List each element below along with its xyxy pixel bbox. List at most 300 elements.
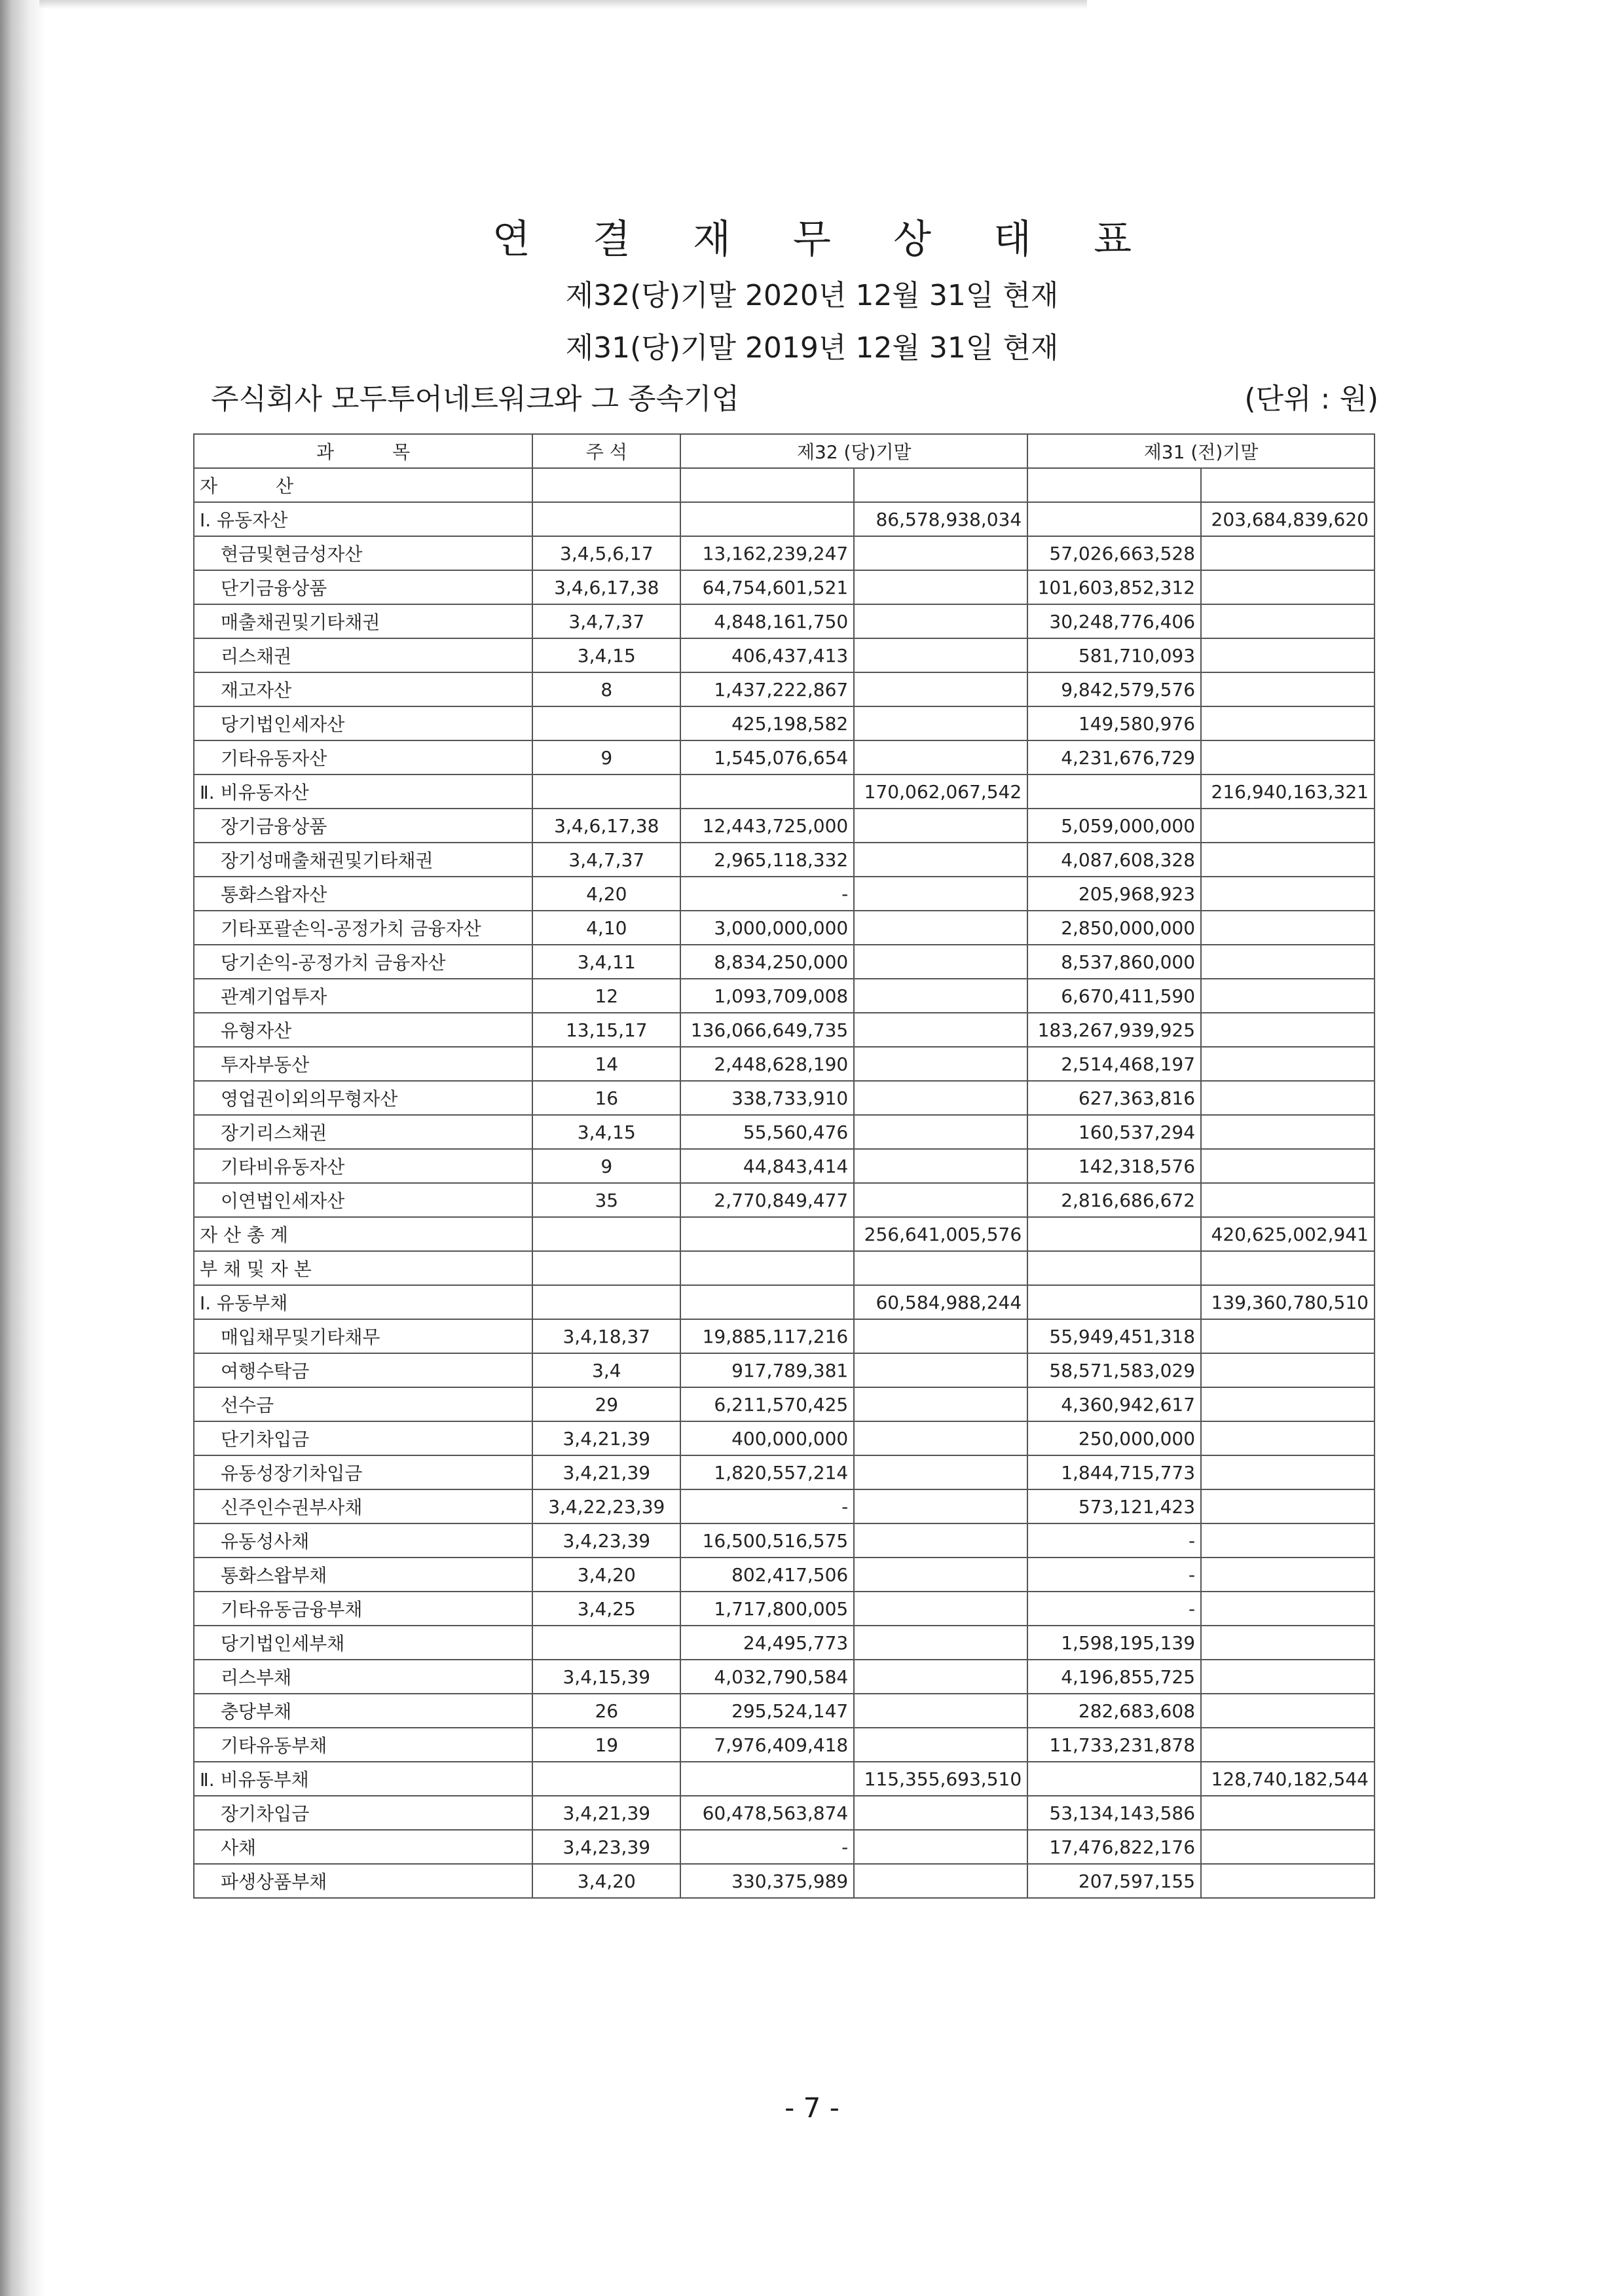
row-item-name: 관계기업투자 [194,979,532,1013]
row-item-name: 장기리스채권 [194,1115,532,1149]
row-note: 3,4,15 [532,638,680,672]
row-prior-detail: 205,968,923 [1027,877,1201,911]
row-current-detail: 338,733,910 [680,1081,854,1115]
table-row [194,945,1375,979]
row-prior-total: 139,360,780,510 [1201,1285,1375,1319]
row-prior-detail: 207,597,155 [1027,1864,1201,1898]
table-row [194,1694,1375,1728]
row-prior-detail [1027,1251,1201,1285]
row-prior-detail: 183,267,939,925 [1027,1013,1201,1047]
row-prior-detail: 1,598,195,139 [1027,1626,1201,1660]
row-current-total [854,1047,1027,1081]
row-note [532,706,680,740]
row-prior-total [1201,740,1375,774]
row-item-name: 재고자산 [194,672,532,706]
row-prior-detail: 573,121,423 [1027,1489,1201,1523]
table-row [194,1626,1375,1660]
row-prior-detail: 30,248,776,406 [1027,604,1201,638]
row-note: 3,4,15,39 [532,1660,680,1694]
row-item-name: 파생상품부채 [194,1864,532,1898]
row-current-detail: 7,976,409,418 [680,1728,854,1762]
row-current-detail: 1,545,076,654 [680,740,854,774]
row-current-total [854,1319,1027,1353]
table-row [194,1319,1375,1353]
row-current-detail: - [680,1489,854,1523]
row-note: 3,4,21,39 [532,1796,680,1830]
row-current-detail: 1,717,800,005 [680,1592,854,1626]
table-row [194,1762,1375,1796]
table-row [194,1592,1375,1626]
row-prior-detail: - [1027,1592,1201,1626]
row-prior-detail [1027,1217,1201,1251]
row-prior-total: 216,940,163,321 [1201,774,1375,809]
row-prior-detail [1027,502,1201,536]
row-prior-total [1201,536,1375,570]
row-note [532,502,680,536]
row-prior-detail: 5,059,000,000 [1027,809,1201,843]
table-body [194,468,1375,1898]
row-prior-detail: 9,842,579,576 [1027,672,1201,706]
row-current-detail: 1,437,222,867 [680,672,854,706]
row-item-name: 신주인수권부사채 [194,1489,532,1523]
row-prior-total [1201,1626,1375,1660]
header-note: 주 석 [532,434,680,468]
row-current-detail [680,774,854,809]
table-row [194,1387,1375,1421]
table-row [194,1115,1375,1149]
table-row [194,604,1375,638]
row-current-detail: 3,000,000,000 [680,911,854,945]
row-current-total [854,1728,1027,1762]
row-current-total [854,1864,1027,1898]
row-current-detail: 6,211,570,425 [680,1387,854,1421]
table-row [194,1047,1375,1081]
row-current-detail: 4,032,790,584 [680,1660,854,1694]
row-prior-total [1201,638,1375,672]
row-current-total [854,604,1027,638]
row-current-detail: - [680,1830,854,1864]
row-current-detail: 917,789,381 [680,1353,854,1387]
row-item-name: 충당부채 [194,1694,532,1728]
row-current-total: 60,584,988,244 [854,1285,1027,1319]
row-item-name: Ⅰ. 유동자산 [194,502,532,536]
table-row [194,570,1375,604]
row-note: 14 [532,1047,680,1081]
row-current-total [854,843,1027,877]
row-item-name: 단기금융상품 [194,570,532,604]
table-row [194,1251,1375,1285]
row-prior-total [1201,1387,1375,1421]
row-prior-total [1201,1489,1375,1523]
row-prior-detail: 4,231,676,729 [1027,740,1201,774]
row-prior-detail: 101,603,852,312 [1027,570,1201,604]
table-row [194,1558,1375,1592]
row-item-name: Ⅱ. 비유동부채 [194,1762,532,1796]
row-prior-detail: - [1027,1558,1201,1592]
row-current-total: 115,355,693,510 [854,1762,1027,1796]
row-current-total [854,809,1027,843]
table-header-row [194,434,1375,468]
table-row [194,774,1375,809]
row-current-detail [680,1251,854,1285]
row-note: 3,4,21,39 [532,1455,680,1489]
row-prior-total [1201,979,1375,1013]
row-prior-total [1201,1251,1375,1285]
row-item-name: 자 산 총 계 [194,1217,532,1251]
row-current-detail: 330,375,989 [680,1864,854,1898]
row-current-detail: - [680,877,854,911]
row-current-total [854,1353,1027,1387]
table-row [194,843,1375,877]
row-note: 12 [532,979,680,1013]
row-item-name: 통화스왑자산 [194,877,532,911]
table-row [194,536,1375,570]
row-item-name: 기타포괄손익-공정가치 금융자산 [194,911,532,945]
row-prior-detail [1027,468,1201,502]
row-note: 26 [532,1694,680,1728]
row-prior-detail [1027,774,1201,809]
row-current-total [854,1387,1027,1421]
header-current: 제32 (당)기말 [680,434,1027,468]
row-current-total [854,911,1027,945]
table-row [194,1796,1375,1830]
table-row [194,809,1375,843]
table-row [194,468,1375,502]
row-current-detail [680,1285,854,1319]
row-current-detail: 4,848,161,750 [680,604,854,638]
row-current-detail: 136,066,649,735 [680,1013,854,1047]
row-current-total [854,945,1027,979]
row-prior-total [1201,1183,1375,1217]
row-note: 3,4,22,23,39 [532,1489,680,1523]
row-prior-total [1201,1660,1375,1694]
row-prior-detail: 2,514,468,197 [1027,1047,1201,1081]
row-current-detail: 2,965,118,332 [680,843,854,877]
row-current-detail: 19,885,117,216 [680,1319,854,1353]
row-current-detail: 64,754,601,521 [680,570,854,604]
row-prior-detail: 160,537,294 [1027,1115,1201,1149]
row-item-name: 투자부동산 [194,1047,532,1081]
row-note: 35 [532,1183,680,1217]
table-row [194,1421,1375,1455]
row-prior-total [1201,1013,1375,1047]
scan-shadow-top [39,0,1087,9]
row-item-name: 현금및현금성자산 [194,536,532,570]
row-current-total: 86,578,938,034 [854,502,1027,536]
row-current-total [854,1149,1027,1183]
row-current-total: 256,641,005,576 [854,1217,1027,1251]
row-prior-total [1201,1319,1375,1353]
row-current-total [854,1421,1027,1455]
row-item-name: Ⅰ. 유동부채 [194,1285,532,1319]
row-note: 29 [532,1387,680,1421]
row-current-total [854,1796,1027,1830]
row-prior-total [1201,604,1375,638]
row-item-name: 장기차입금 [194,1796,532,1830]
page-number: - 7 - [784,2092,840,2124]
row-note: 3,4,20 [532,1558,680,1592]
row-current-total [854,706,1027,740]
row-prior-detail: 581,710,093 [1027,638,1201,672]
row-prior-detail: 8,537,860,000 [1027,945,1201,979]
table-row [194,1489,1375,1523]
row-prior-detail: 149,580,976 [1027,706,1201,740]
row-prior-detail: 57,026,663,528 [1027,536,1201,570]
row-current-detail: 44,843,414 [680,1149,854,1183]
row-item-name: 매입채무및기타채무 [194,1319,532,1353]
row-current-detail [680,468,854,502]
table-row [194,877,1375,911]
row-prior-detail: 11,733,231,878 [1027,1728,1201,1762]
row-current-detail: 1,093,709,008 [680,979,854,1013]
row-note: 9 [532,1149,680,1183]
row-current-total [854,740,1027,774]
row-item-name: 장기성매출채권및기타채권 [194,843,532,877]
row-current-total [854,1558,1027,1592]
table-row [194,1830,1375,1864]
row-current-detail: 295,524,147 [680,1694,854,1728]
row-current-total: 170,062,067,542 [854,774,1027,809]
table-row [194,1353,1375,1387]
row-prior-detail: 1,844,715,773 [1027,1455,1201,1489]
table-row [194,911,1375,945]
row-prior-total [1201,809,1375,843]
table-row [194,1455,1375,1489]
row-current-detail: 12,443,725,000 [680,809,854,843]
row-prior-total [1201,1830,1375,1864]
row-item-name: 영업권이외의무형자산 [194,1081,532,1115]
row-prior-total [1201,843,1375,877]
company-name: 주식회사 모두투어네트워크와 그 종속기업 [211,382,740,416]
row-prior-detail: 4,360,942,617 [1027,1387,1201,1421]
row-prior-total [1201,1523,1375,1558]
row-item-name: 자 산 [194,468,532,502]
row-current-total [854,570,1027,604]
row-prior-total [1201,1115,1375,1149]
table-row [194,1013,1375,1047]
document-title: 연 결 재 무 상 태 표 [492,217,1157,263]
row-current-detail [680,1762,854,1796]
row-note [532,1251,680,1285]
row-prior-total [1201,1421,1375,1455]
row-current-detail: 24,495,773 [680,1626,854,1660]
row-prior-total [1201,1047,1375,1081]
row-item-name: 리스부채 [194,1660,532,1694]
balance-sheet-table [193,433,1375,1899]
row-item-name: 리스채권 [194,638,532,672]
row-prior-total [1201,1694,1375,1728]
row-current-total [854,1081,1027,1115]
row-current-detail: 406,437,413 [680,638,854,672]
row-prior-detail: 17,476,822,176 [1027,1830,1201,1864]
row-note: 3,4,7,37 [532,604,680,638]
row-prior-total [1201,1081,1375,1115]
row-prior-total [1201,877,1375,911]
row-note: 8 [532,672,680,706]
row-current-total [854,1455,1027,1489]
row-note: 3,4,20 [532,1864,680,1898]
row-prior-total: 420,625,002,941 [1201,1217,1375,1251]
row-prior-detail: 55,949,451,318 [1027,1319,1201,1353]
row-prior-detail: 4,196,855,725 [1027,1660,1201,1694]
row-note [532,1762,680,1796]
row-item-name: 유형자산 [194,1013,532,1047]
row-note [532,1217,680,1251]
row-item-name: 통화스왑부채 [194,1558,532,1592]
row-prior-total [1201,1592,1375,1626]
row-prior-total [1201,570,1375,604]
row-prior-detail: 142,318,576 [1027,1149,1201,1183]
row-note: 3,4 [532,1353,680,1387]
row-item-name: 장기금융상품 [194,809,532,843]
row-item-name: 당기법인세자산 [194,706,532,740]
row-prior-total [1201,1455,1375,1489]
table-row [194,672,1375,706]
table-row [194,706,1375,740]
table-row [194,979,1375,1013]
row-prior-detail: 53,134,143,586 [1027,1796,1201,1830]
row-prior-detail: 6,670,411,590 [1027,979,1201,1013]
unit-label: (단위 : 원) [1244,382,1378,416]
row-prior-total [1201,1558,1375,1592]
row-current-total [854,1660,1027,1694]
table-row [194,1183,1375,1217]
row-current-total [854,1523,1027,1558]
period-prior: 제31(당)기말 2019년 12월 31일 현재 [565,331,1059,365]
row-prior-total: 128,740,182,544 [1201,1762,1375,1796]
row-current-total [854,468,1027,502]
row-note: 16 [532,1081,680,1115]
row-prior-total [1201,1149,1375,1183]
row-current-detail: 2,448,628,190 [680,1047,854,1081]
row-note: 3,4,25 [532,1592,680,1626]
table-row [194,1217,1375,1251]
row-current-detail: 2,770,849,477 [680,1183,854,1217]
row-item-name: 부 채 및 자 본 [194,1251,532,1285]
table-row [194,1728,1375,1762]
row-prior-total [1201,1796,1375,1830]
row-current-total [854,877,1027,911]
row-current-detail: 60,478,563,874 [680,1796,854,1830]
row-note: 9 [532,740,680,774]
row-current-total [854,1251,1027,1285]
row-current-detail: 16,500,516,575 [680,1523,854,1558]
header-prior: 제31 (전)기말 [1027,434,1375,468]
row-current-detail: 13,162,239,247 [680,536,854,570]
row-note: 3,4,23,39 [532,1830,680,1864]
row-note [532,774,680,809]
table-row [194,1285,1375,1319]
row-current-detail: 8,834,250,000 [680,945,854,979]
row-current-detail: 802,417,506 [680,1558,854,1592]
row-current-total [854,536,1027,570]
period-current: 제32(당)기말 2020년 12월 31일 현재 [565,279,1059,312]
row-note: 3,4,5,6,17 [532,536,680,570]
row-note: 13,15,17 [532,1013,680,1047]
row-prior-detail: 250,000,000 [1027,1421,1201,1455]
row-item-name: 기타유동자산 [194,740,532,774]
row-prior-detail [1027,1285,1201,1319]
row-current-total [854,1115,1027,1149]
row-current-detail [680,1217,854,1251]
row-item-name: 선수금 [194,1387,532,1421]
table-row [194,1523,1375,1558]
row-prior-total [1201,1353,1375,1387]
row-current-total [854,638,1027,672]
row-prior-detail: 4,087,608,328 [1027,843,1201,877]
row-current-detail [680,502,854,536]
table-row [194,1660,1375,1694]
table-row [194,1864,1375,1898]
row-prior-total [1201,672,1375,706]
header-item: 과 목 [194,434,532,468]
row-prior-detail: 58,571,583,029 [1027,1353,1201,1387]
row-note: 3,4,6,17,38 [532,809,680,843]
row-current-total [854,1626,1027,1660]
row-note [532,468,680,502]
row-item-name: 사채 [194,1830,532,1864]
row-current-total [854,1183,1027,1217]
row-item-name: 기타유동금융부채 [194,1592,532,1626]
row-prior-detail: - [1027,1523,1201,1558]
table-row [194,1149,1375,1183]
table-row [194,502,1375,536]
row-note [532,1285,680,1319]
row-item-name: 유동성사채 [194,1523,532,1558]
row-current-detail: 400,000,000 [680,1421,854,1455]
row-prior-total [1201,468,1375,502]
row-note: 19 [532,1728,680,1762]
table-row [194,740,1375,774]
row-prior-total [1201,1864,1375,1898]
table-row [194,638,1375,672]
row-current-detail: 1,820,557,214 [680,1455,854,1489]
row-current-detail: 55,560,476 [680,1115,854,1149]
table-row [194,1081,1375,1115]
row-note [532,1626,680,1660]
row-item-name: 단기차입금 [194,1421,532,1455]
row-item-name: 기타비유동자산 [194,1149,532,1183]
row-note: 3,4,18,37 [532,1319,680,1353]
row-item-name: 이연법인세자산 [194,1183,532,1217]
row-item-name: 매출채권및기타채권 [194,604,532,638]
row-note: 3,4,15 [532,1115,680,1149]
row-current-total [854,1013,1027,1047]
row-note: 4,10 [532,911,680,945]
row-item-name: 여행수탁금 [194,1353,532,1387]
row-item-name: 당기법인세부채 [194,1626,532,1660]
row-item-name: 당기손익-공정가치 금융자산 [194,945,532,979]
row-note: 4,20 [532,877,680,911]
row-note: 3,4,6,17,38 [532,570,680,604]
row-item-name: 기타유동부채 [194,1728,532,1762]
row-note: 3,4,23,39 [532,1523,680,1558]
row-prior-total [1201,706,1375,740]
row-prior-total [1201,1728,1375,1762]
row-note: 3,4,21,39 [532,1421,680,1455]
row-current-total [854,1694,1027,1728]
row-item-name: Ⅱ. 비유동자산 [194,774,532,809]
row-current-total [854,979,1027,1013]
row-current-total [854,1592,1027,1626]
row-current-detail: 425,198,582 [680,706,854,740]
row-note: 3,4,11 [532,945,680,979]
row-current-total [854,1489,1027,1523]
row-item-name: 유동성장기차입금 [194,1455,532,1489]
row-prior-total [1201,911,1375,945]
row-prior-detail: 2,850,000,000 [1027,911,1201,945]
row-prior-detail: 627,363,816 [1027,1081,1201,1115]
